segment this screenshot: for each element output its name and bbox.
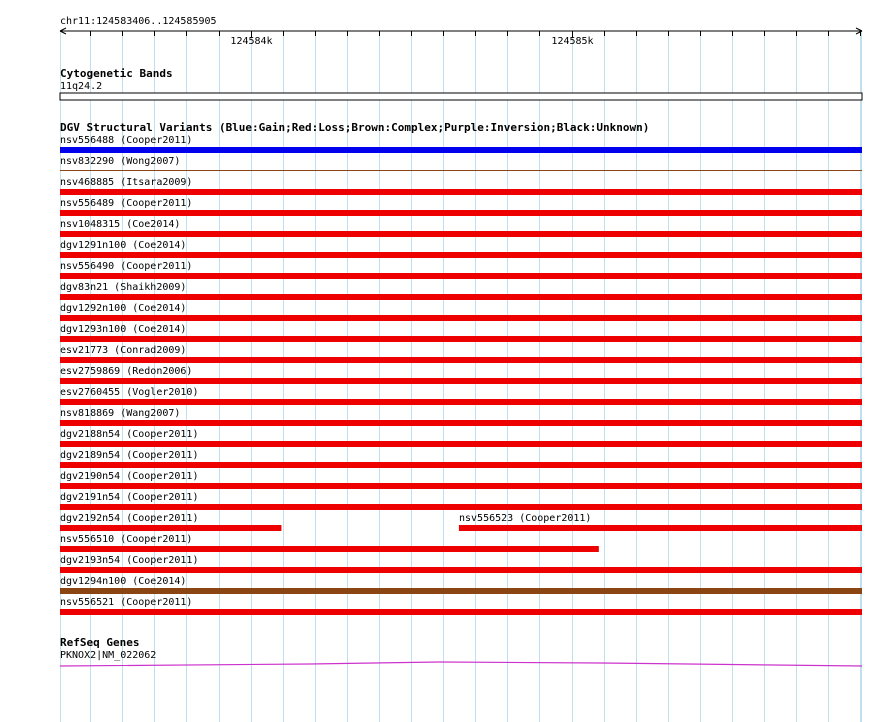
dgv-track-title: DGV Structural Variants (Blue:Gain;Red:Loss;Brown:Complex;Purple:Inversion;Black:Unknown) [60,121,650,134]
variant-bar[interactable] [60,294,862,300]
location-label: chr11:124583406..124585905 [60,16,217,27]
variant-bar[interactable] [60,231,862,237]
variant-row [60,135,862,153]
variant-bar[interactable] [60,147,862,153]
gene-feature[interactable] [60,662,862,666]
variant-bar[interactable] [60,315,862,321]
variant-label: dgv1294n100 (Coe2014) [60,576,187,587]
variant-bar[interactable] [60,462,862,468]
refseq-track [60,636,862,666]
ruler-tick-label: 124585k [551,36,594,47]
variant-bar[interactable] [60,189,862,195]
variant-label: nsv556488 (Cooper2011) [60,135,193,146]
variant-bar[interactable] [60,273,862,279]
variant-row [60,177,862,195]
variant-row [60,429,862,447]
variant-row [60,324,862,342]
variant-rows [60,135,862,615]
variant-label: dgv2188n54 (Cooper2011) [60,429,199,440]
variant-label: dgv1293n100 (Coe2014) [60,324,187,335]
ruler-tick-label: 124584k [230,36,273,47]
variant-label: dgv2193n54 (Cooper2011) [60,555,199,566]
variant-label: nsv468885 (Itsara2009) [60,177,193,188]
variant-bar[interactable] [60,525,281,531]
variant-row [60,534,599,552]
variant-label: nsv1048315 (Coe2014) [60,219,181,230]
cytoband-label: 11q24.2 [60,81,103,92]
variant-label: esv2760455 (Vogler2010) [60,387,199,398]
variant-bar[interactable] [60,252,862,258]
variant-label: nsv556510 (Cooper2011) [60,534,193,545]
variant-label: dgv2192n54 (Cooper2011) [60,513,199,524]
variant-bar[interactable] [60,483,862,489]
variant-bar[interactable] [60,441,862,447]
variant-bar[interactable] [60,504,862,510]
variant-row [60,408,862,426]
variant-row [60,555,862,573]
variant-label: nsv818869 (Wang2007) [60,408,181,419]
variant-label: dgv2189n54 (Cooper2011) [60,450,199,461]
ruler-track [60,16,862,47]
variant-row [60,450,862,468]
variant-row [60,261,862,279]
cytoband-track-title: Cytogenetic Bands [60,67,173,80]
gene-label: PKNOX2|NM_022062 [60,650,157,661]
variant-row [60,492,862,510]
variant-bar[interactable] [60,420,862,426]
dgv-track [60,121,862,615]
variant-row [60,387,862,405]
variant-bar[interactable] [60,609,862,615]
cytoband-bar[interactable] [60,93,862,100]
variant-label: esv2759869 (Redon2006) [60,366,193,377]
variant-bar[interactable] [60,378,862,384]
variant-row [60,156,862,171]
variant-label: nsv556523 (Cooper2011) [459,513,592,524]
variant-bar[interactable] [60,588,862,594]
refseq-track-title: RefSeq Genes [60,636,140,649]
variant-bar[interactable] [60,336,862,342]
variant-bar[interactable] [60,567,862,573]
variant-label: dgv2191n54 (Cooper2011) [60,492,199,503]
variant-row [60,198,862,216]
variant-label: nsv556521 (Cooper2011) [60,597,193,608]
variant-bar[interactable] [60,210,862,216]
variant-row [60,240,862,258]
variant-row [60,513,862,531]
variant-label: dgv1292n100 (Coe2014) [60,303,187,314]
variant-label: dgv2190n54 (Cooper2011) [60,471,199,482]
variant-row [60,471,862,489]
variant-label: dgv1291n100 (Coe2014) [60,240,187,251]
variant-label: dgv83n21 (Shaikh2009) [60,282,187,293]
variant-label: esv21773 (Conrad2009) [60,345,187,356]
variant-row [60,597,862,615]
cytoband-track [60,67,862,100]
variant-bar[interactable] [459,525,862,531]
variant-bar[interactable] [60,357,862,363]
variant-row [60,345,862,363]
variant-bar[interactable] [60,399,862,405]
variant-bar[interactable] [60,546,599,552]
variant-label: nsv556489 (Cooper2011) [60,198,193,209]
variant-label: nsv556490 (Cooper2011) [60,261,193,272]
variant-row [60,219,862,237]
variant-row [60,366,862,384]
variant-bar[interactable] [60,170,862,171]
variant-label: nsv832290 (Wong2007) [60,156,181,167]
variant-row [60,303,862,321]
variant-row [60,282,862,300]
variant-row [60,576,862,594]
